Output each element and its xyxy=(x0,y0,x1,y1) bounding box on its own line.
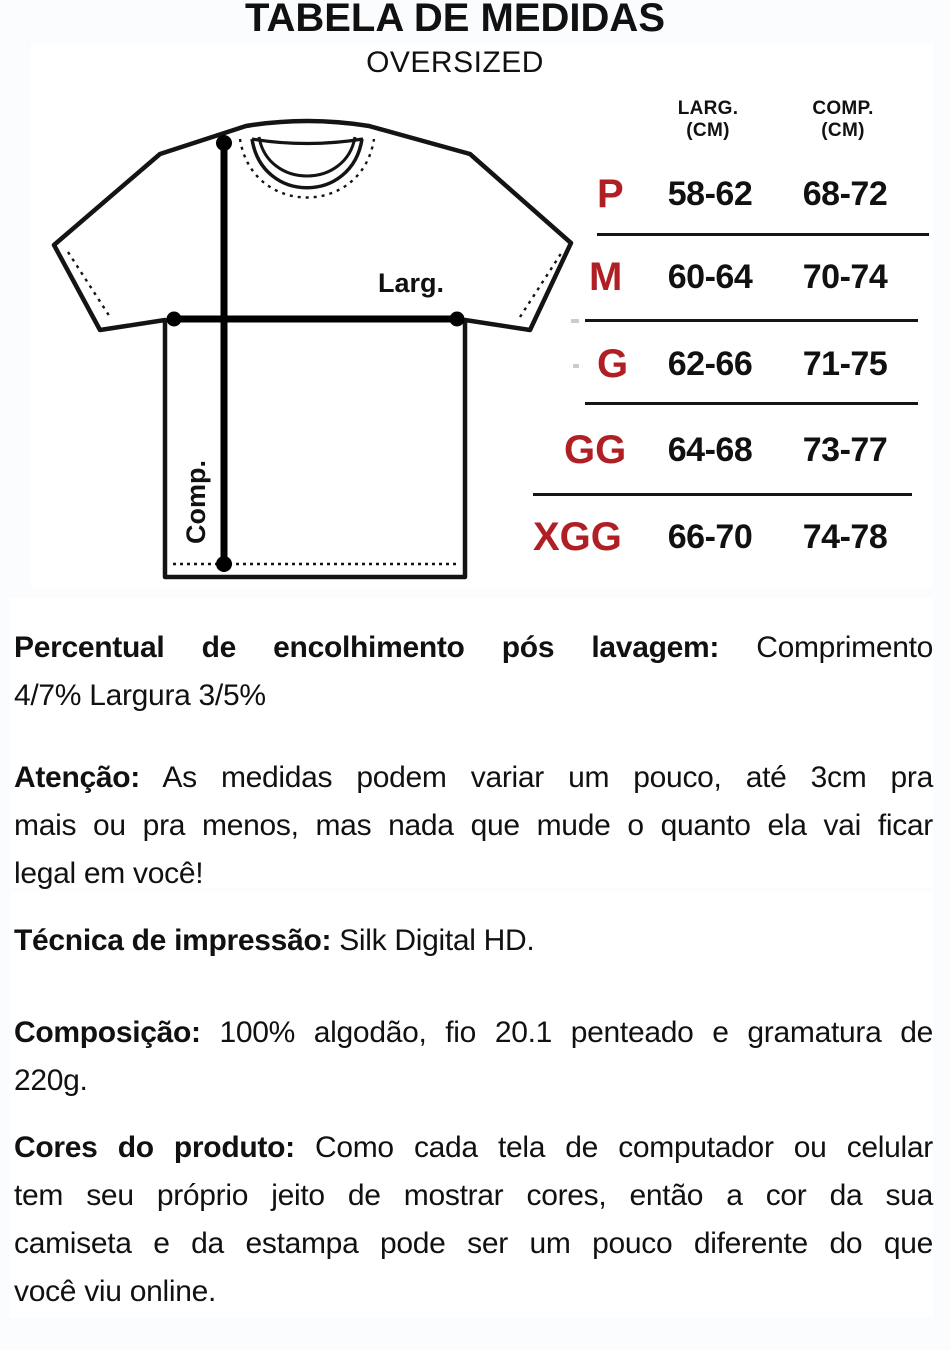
note-lead: Técnica de impressão: xyxy=(14,924,332,957)
note-line: 220g. xyxy=(14,1064,88,1097)
note-line: mais ou pra menos, mas nada que mude o quanto ela vai ficar xyxy=(14,809,933,842)
note-line: tem seu próprio jeito de mostrar cores, então a cor da sua xyxy=(14,1179,933,1212)
table-row-g xyxy=(533,341,938,387)
size-label: GG xyxy=(564,428,627,472)
length-measure-label: Comp. xyxy=(181,460,211,544)
comp-value: 74-78 xyxy=(802,518,888,556)
note-line: 4/7% Largura 3/5% xyxy=(14,679,266,712)
larg-value: 62-66 xyxy=(667,345,753,383)
note-line: camiseta e da estampa pode ser um pouco diferente do que xyxy=(14,1227,933,1260)
note-line xyxy=(14,1009,933,1057)
row-divider xyxy=(533,493,912,496)
note-lead: Cores do produto: xyxy=(14,1131,295,1164)
comp-value: 73-77 xyxy=(802,431,888,469)
larg-value: 60-64 xyxy=(667,258,753,296)
note-line xyxy=(14,624,933,672)
table-row-xgg xyxy=(533,514,938,560)
note-line: legal em você! xyxy=(14,857,204,890)
size-label: M xyxy=(589,255,623,299)
width-measure-label: Larg. xyxy=(378,268,445,298)
note-line xyxy=(14,1124,933,1172)
colors-note xyxy=(14,1124,933,1316)
note-text: Comprimento xyxy=(719,631,934,664)
note-lead: Atenção: xyxy=(14,761,140,794)
size-label: XGG xyxy=(533,515,622,559)
technique-note xyxy=(14,917,933,965)
speck-artifact xyxy=(573,364,579,368)
note-line xyxy=(14,917,933,965)
note-text: 100% algodão, fio 20.1 penteado e gramatura de xyxy=(200,1016,933,1049)
larg-value: 66-70 xyxy=(667,518,753,556)
comp-value: 68-72 xyxy=(802,175,888,213)
size-label: G xyxy=(597,342,629,386)
note-text: Como cada tela de computador ou celular xyxy=(294,1131,933,1164)
size-table xyxy=(533,95,938,580)
composition-note xyxy=(14,1009,933,1105)
table-row-m xyxy=(533,254,938,300)
row-divider xyxy=(585,402,918,405)
comp-value: 71-75 xyxy=(802,345,888,383)
page-title: TABELA DE MEDIDAS xyxy=(245,0,665,40)
comp-value: 70-74 xyxy=(802,258,888,296)
column-header-comp-unit: (CM) xyxy=(821,120,865,141)
page-subtitle: OVERSIZED xyxy=(366,46,544,79)
table-row-gg xyxy=(533,427,938,473)
size-label: P xyxy=(597,172,624,216)
attention-note xyxy=(14,754,933,898)
note-line: você viu online. xyxy=(14,1275,216,1308)
note-lead: Percentual de encolhimento pós lavagem: xyxy=(14,631,720,664)
note-text: As medidas podem variar um pouco, até 3cm pra xyxy=(139,761,933,794)
note-lead: Composição: xyxy=(14,1016,201,1049)
note-text: Silk Digital HD. xyxy=(331,924,535,957)
table-row-p xyxy=(533,171,938,217)
speck-artifact xyxy=(571,319,579,323)
row-divider xyxy=(585,319,918,322)
shrinkage-note xyxy=(14,624,933,720)
column-header-larg-unit: (CM) xyxy=(686,120,730,141)
column-header-larg: LARG. xyxy=(677,98,739,119)
tshirt-measurement-diagram-icon xyxy=(0,90,590,590)
larg-value: 58-62 xyxy=(667,175,753,213)
column-header-comp: COMP. xyxy=(812,98,874,119)
larg-value: 64-68 xyxy=(667,431,753,469)
note-line xyxy=(14,754,933,802)
row-divider xyxy=(597,233,929,236)
